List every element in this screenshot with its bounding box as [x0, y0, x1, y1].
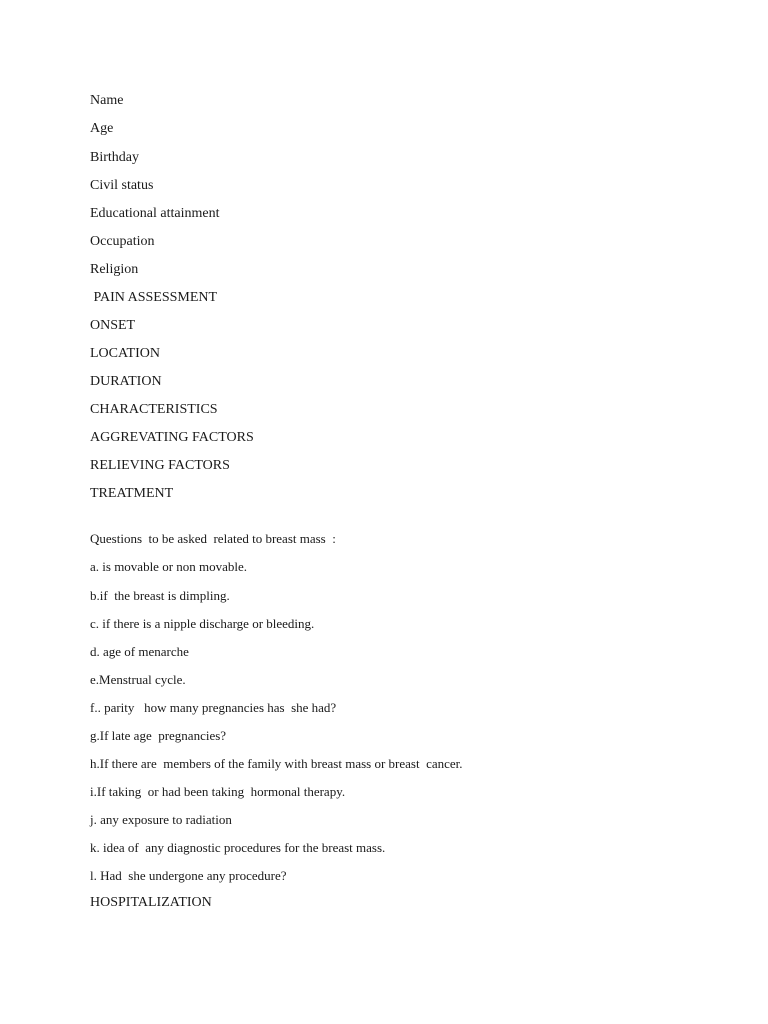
closing-heading: HOSPITALIZATION	[90, 895, 212, 910]
question-item: g.If late age pregnancies?	[90, 728, 227, 743]
field-educational-attainment: Educational attainment	[90, 206, 220, 221]
pain-item-duration: DURATION	[90, 374, 162, 389]
pain-item-aggravating-factors: AGGREVATING FACTORS	[90, 430, 254, 445]
pain-item-treatment: TREATMENT	[90, 486, 174, 501]
question-item: b.if the breast is dimpling.	[90, 588, 230, 603]
question-item: k. idea of any diagnostic procedures for the breast mass.	[90, 840, 386, 855]
question-item: e.Menstrual cycle.	[90, 672, 186, 687]
field-occupation: Occupation	[90, 234, 155, 249]
pain-item-characteristics: CHARACTERISTICS	[90, 402, 218, 417]
question-item: d. age of menarche	[90, 644, 189, 659]
pain-item-relieving-factors: RELIEVING FACTORS	[90, 458, 230, 473]
field-age: Age	[90, 121, 114, 136]
field-birthday: Birthday	[90, 150, 139, 165]
questions-heading: Questions to be asked related to breast mass :	[90, 531, 336, 546]
question-item: h.If there are members of the family with breast mass or breast cancer.	[90, 756, 463, 771]
question-item: j. any exposure to radiation	[90, 812, 232, 827]
question-item: i.If taking or had been taking hormonal therapy.	[90, 784, 346, 799]
field-name: Name	[90, 93, 124, 108]
field-civil-status: Civil status	[90, 178, 154, 193]
question-item: f.. parity how many pregnancies has she had?	[90, 700, 337, 715]
field-religion: Religion	[90, 262, 139, 277]
question-item: c. if there is a nipple discharge or bleeding.	[90, 616, 315, 631]
pain-assessment-heading: PAIN ASSESSMENT	[90, 290, 218, 305]
pain-item-onset: ONSET	[90, 318, 136, 333]
pain-item-location: LOCATION	[90, 346, 160, 361]
question-item: l. Had she undergone any procedure?	[90, 868, 287, 883]
question-item: a. is movable or non movable.	[90, 559, 248, 574]
